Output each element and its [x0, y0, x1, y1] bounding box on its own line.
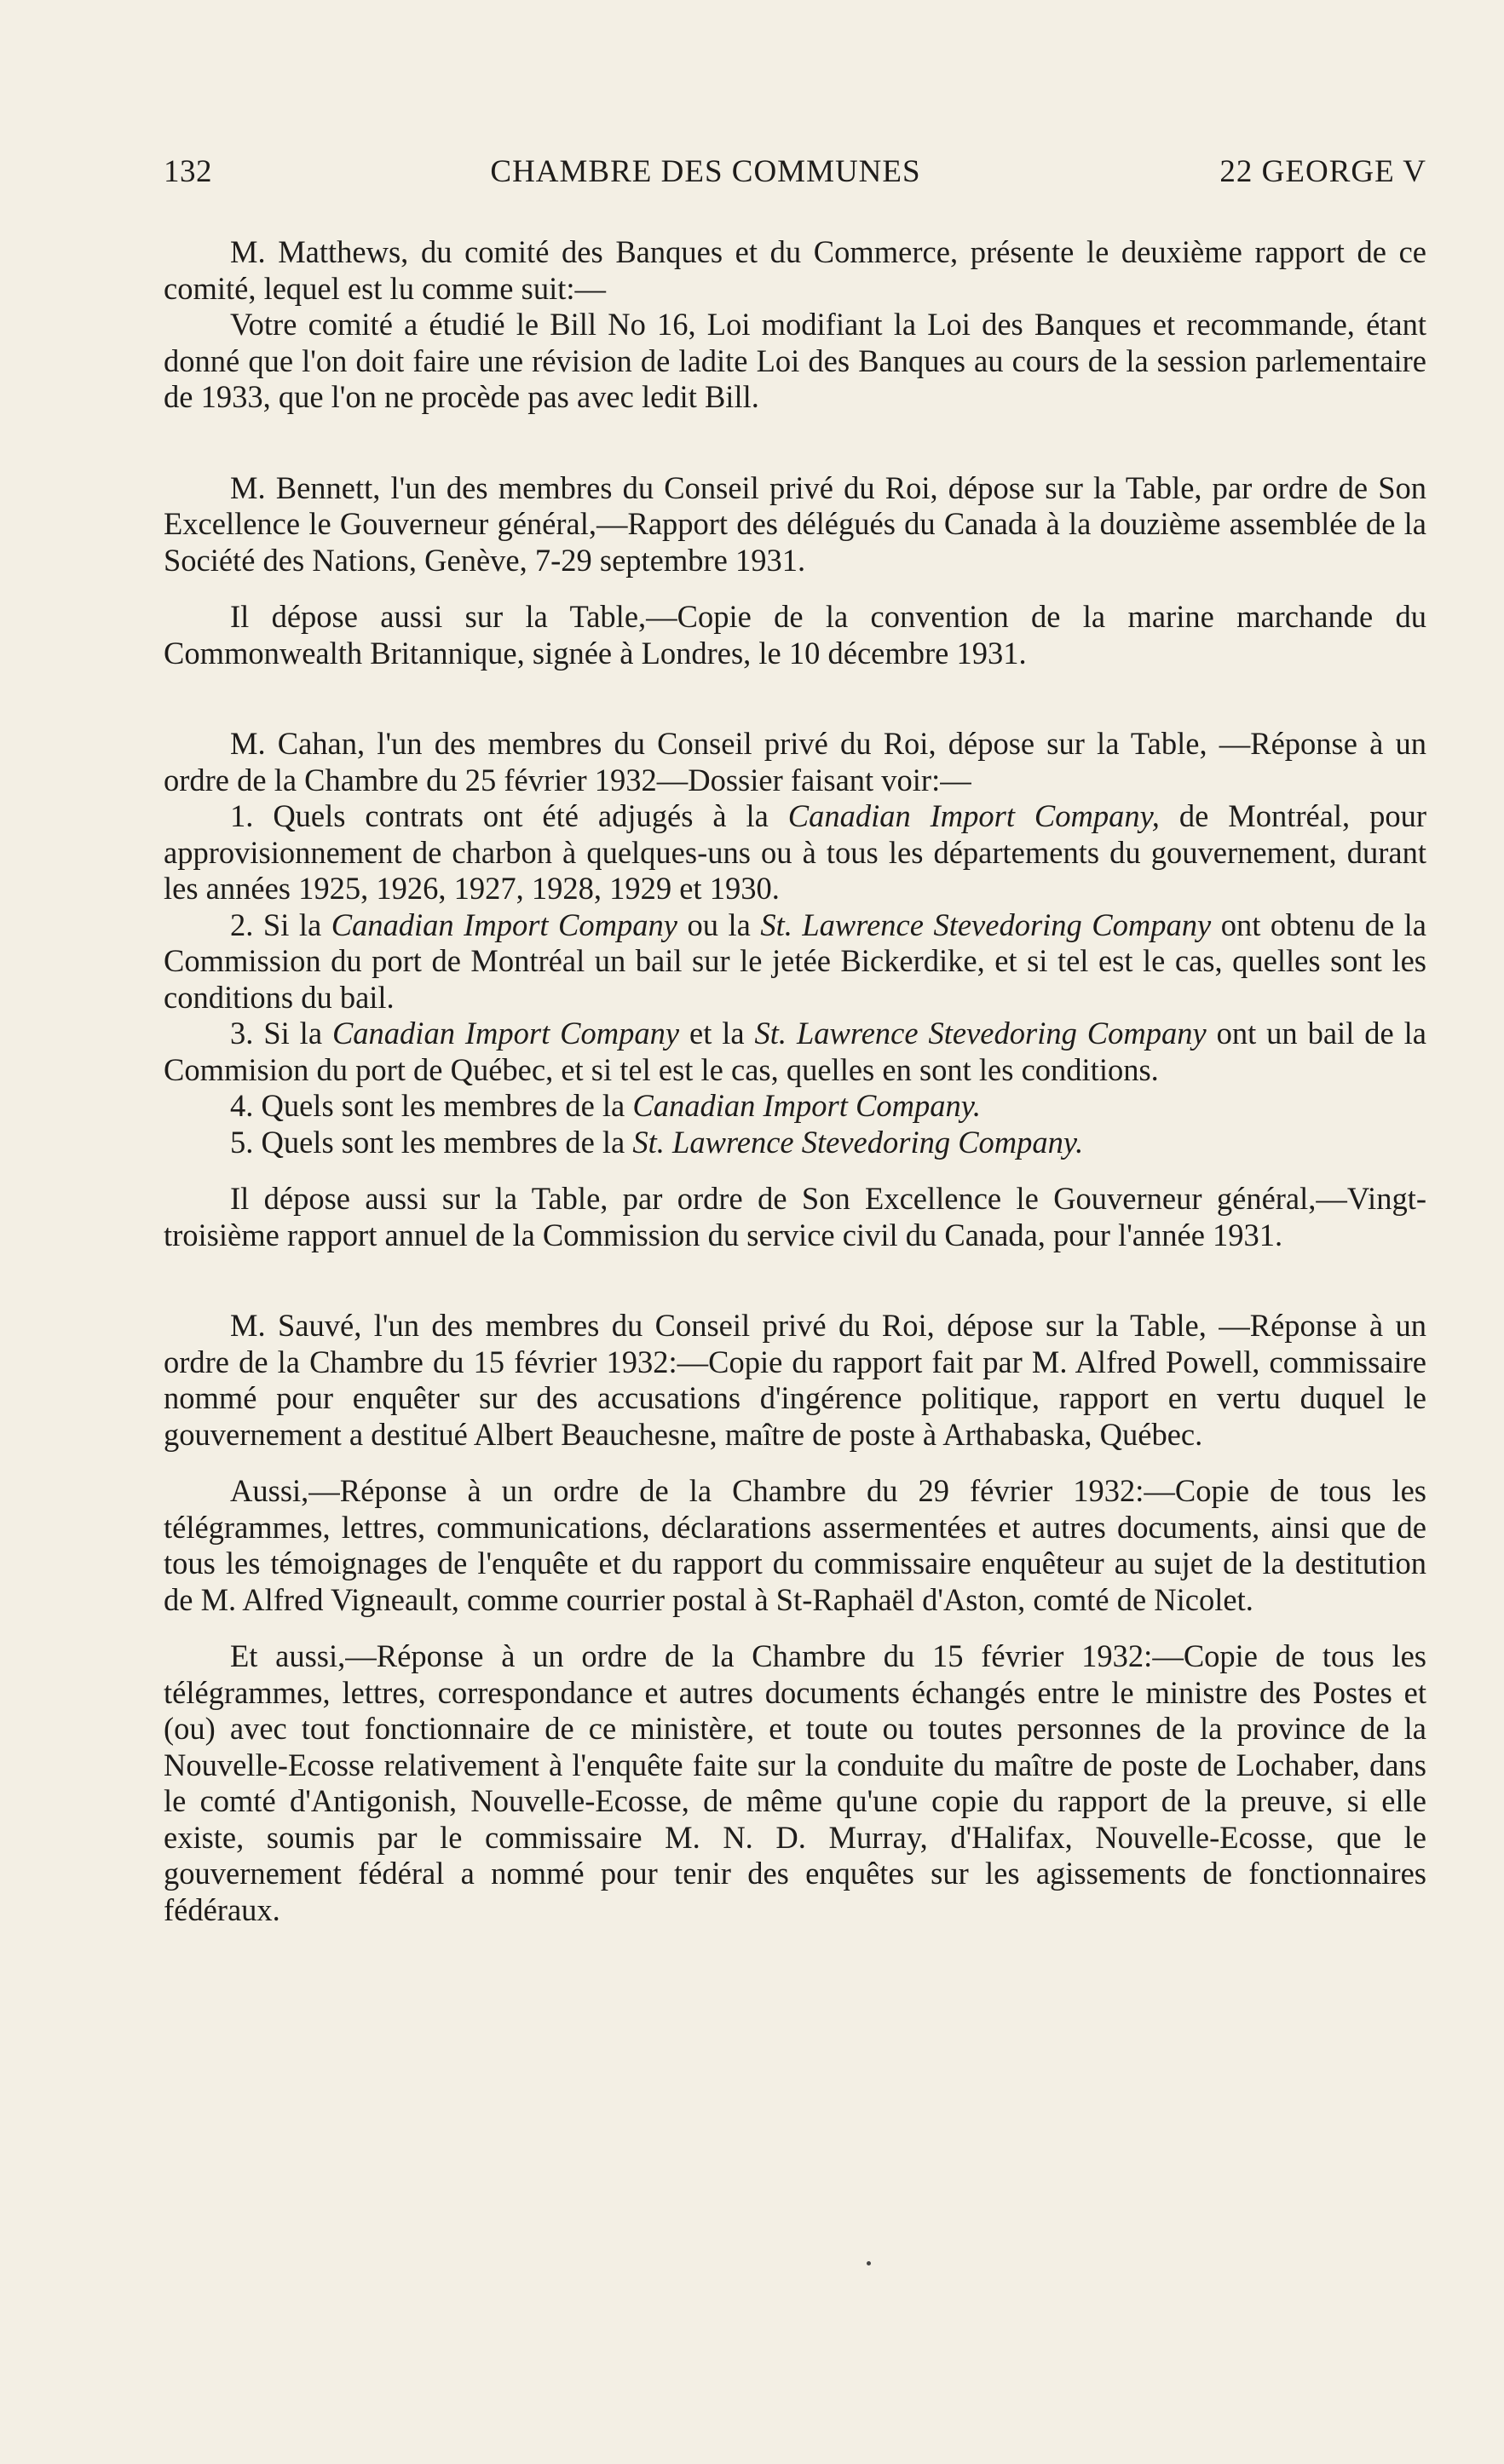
question-item — [164, 907, 1426, 1016]
document-page — [164, 153, 1426, 1928]
company-name: St. Lawrence Stevedoring Company — [760, 907, 1212, 942]
company-name: Canadian Import Company, — [787, 798, 1160, 833]
question-number: 2. — [230, 907, 254, 942]
company-name: St. Lawrence Stevedoring Company. — [632, 1124, 1084, 1160]
question-item — [164, 798, 1426, 907]
ink-dot — [867, 2261, 871, 2265]
company-name: St. Lawrence Stevedoring Company — [754, 1016, 1207, 1051]
paragraph-cahan-commission: Il dépose aussi sur la Table, par ordre de Son Excellence le Gouverneur général,—Vingt-troisième rapport annuel de la Commission du service civil du Canada, pour l'année 1931. — [164, 1181, 1426, 1252]
paragraph-bennett-convention: Il dépose aussi sur la Table,—Copie de la convention de la marine marchande du Commonwealth Britannique, signée à Londres, le 10 décembre 1931. — [164, 599, 1426, 671]
paragraph-bennett: M. Bennett, l'un des membres du Conseil privé du Roi, dépose sur la Table, par ordre de Son Excellence le Gouverneur général,—Rapport des délégués du Canada à la douzième assemblée de la Société des Nations, Genève, 7-29 septembre 1931. — [164, 469, 1426, 578]
question-list — [164, 798, 1426, 1160]
page-header — [164, 153, 1426, 190]
question-item — [164, 1088, 1426, 1125]
question-text-pre: Si la — [263, 1016, 332, 1051]
paragraph-sauve: M. Sauvé, l'un des membres du Conseil privé du Roi, dépose sur la Table, —Réponse à un ordre de la Chambre du 15 février 1932:—Copie du rapport fait par M. Alfred Powell, commissaire nommé pour enquêter sur des accusations d'ingérence politique, rapport en vertu duquel le gouvernement a destitué Albert Beauchesne, maître de poste à Arthabaska, Québec. — [164, 1308, 1426, 1452]
paragraph-matthews: M. Matthews, du comité des Banques et du Commerce, présente le deuxième rapport de ce comité, lequel est lu comme suit:— — [164, 234, 1426, 306]
question-text-mid: et la — [679, 1016, 755, 1051]
question-text-pre: Si la — [262, 907, 331, 942]
question-text-pre: Quels sont les membres de la — [261, 1124, 633, 1160]
company-name: Canadian Import Company — [331, 907, 677, 942]
question-text-mid: de Montréal, pour approvisionnement de charbon à quelques-uns ou à tous les départements du gouvernement, durant les années 1925, 1926, 1927, 1928, 1929 et 1930. — [164, 798, 1426, 906]
question-number: 5. — [230, 1124, 254, 1160]
question-item — [164, 1125, 1426, 1161]
question-text-pre: Quels contrats ont été adjugés à la — [273, 798, 788, 833]
question-text-mid: ou la — [677, 907, 761, 942]
paragraph-cahan: M. Cahan, l'un des membres du Conseil privé du Roi, dépose sur la Table, —Réponse à un ordre de la Chambre du 25 février 1932—Dossier faisant voir:— — [164, 726, 1426, 797]
paragraph-aussi: Aussi,—Réponse à un ordre de la Chambre du 29 février 1932:—Copie de tous les télégrammes, lettres, communications, déclarations assermentées et autres documents, ainsi que de tous les témoignages de l'enquête et du rapport du commissaire enquêteur au sujet de la destitution de M. Alfred Vigneault, comme courrier postal à St-Raphaël d'Aston, comté de Nicolet. — [164, 1473, 1426, 1617]
company-name: Canadian Import Company. — [632, 1088, 982, 1123]
paragraph-votre-comite: Votre comité a étudié le Bill No 16, Loi modifiant la Loi des Banques et recommande, étant donné que l'on doit faire une révision de ladite Loi des Banques au cours de la session parlementaire de 1933, que l'on ne procède pas avec ledit Bill. — [164, 307, 1426, 414]
question-text-pre: Quels sont les membres de la — [261, 1088, 633, 1123]
company-name: Canadian Import Company — [331, 1016, 680, 1051]
question-item — [164, 1016, 1426, 1088]
paragraph-et-aussi: Et aussi,—Réponse à un ordre de la Chambre du 15 février 1932:—Copie de tous les télégrammes, lettres, correspondance et autres documents échangés entre le ministre des Postes et (ou) avec tout fonctionnaire de ce ministère, et toute ou toutes personnes de la province de la Nouvelle-Ecosse relativement à l'enquête faite sur la conduite du maître de poste de Lochaber, dans le comté d'Antigonish, Nouvelle-Ecosse, de même qu'une copie du rapport de la preuve, si elle existe, soumis par le commissaire M. N. D. Murray, d'Halifax, Nouvelle-Ecosse, que le gouvernement fédéral a nommé pour tenir des enquêtes sur les agissements de fonctionnaires fédéraux. — [164, 1638, 1426, 1927]
page-number: 132 — [164, 154, 212, 189]
running-title: CHAMBRE DES COMMUNES — [490, 154, 921, 189]
question-text-post: ont un bail de la Commision du port de Québec, et si tel est le cas, quelles en sont les conditions. — [164, 1016, 1426, 1087]
question-number: 4. — [230, 1088, 254, 1123]
question-number: 3. — [230, 1016, 254, 1051]
question-number: 1. — [230, 798, 254, 833]
question-text-post: ont obtenu de la Commission du port de Montréal un bail sur le jetée Bickerdike, et si tel est le cas, quelles sont les conditions du bail. — [164, 907, 1427, 1015]
regnal-year: 22 GEORGE V — [1219, 154, 1426, 189]
